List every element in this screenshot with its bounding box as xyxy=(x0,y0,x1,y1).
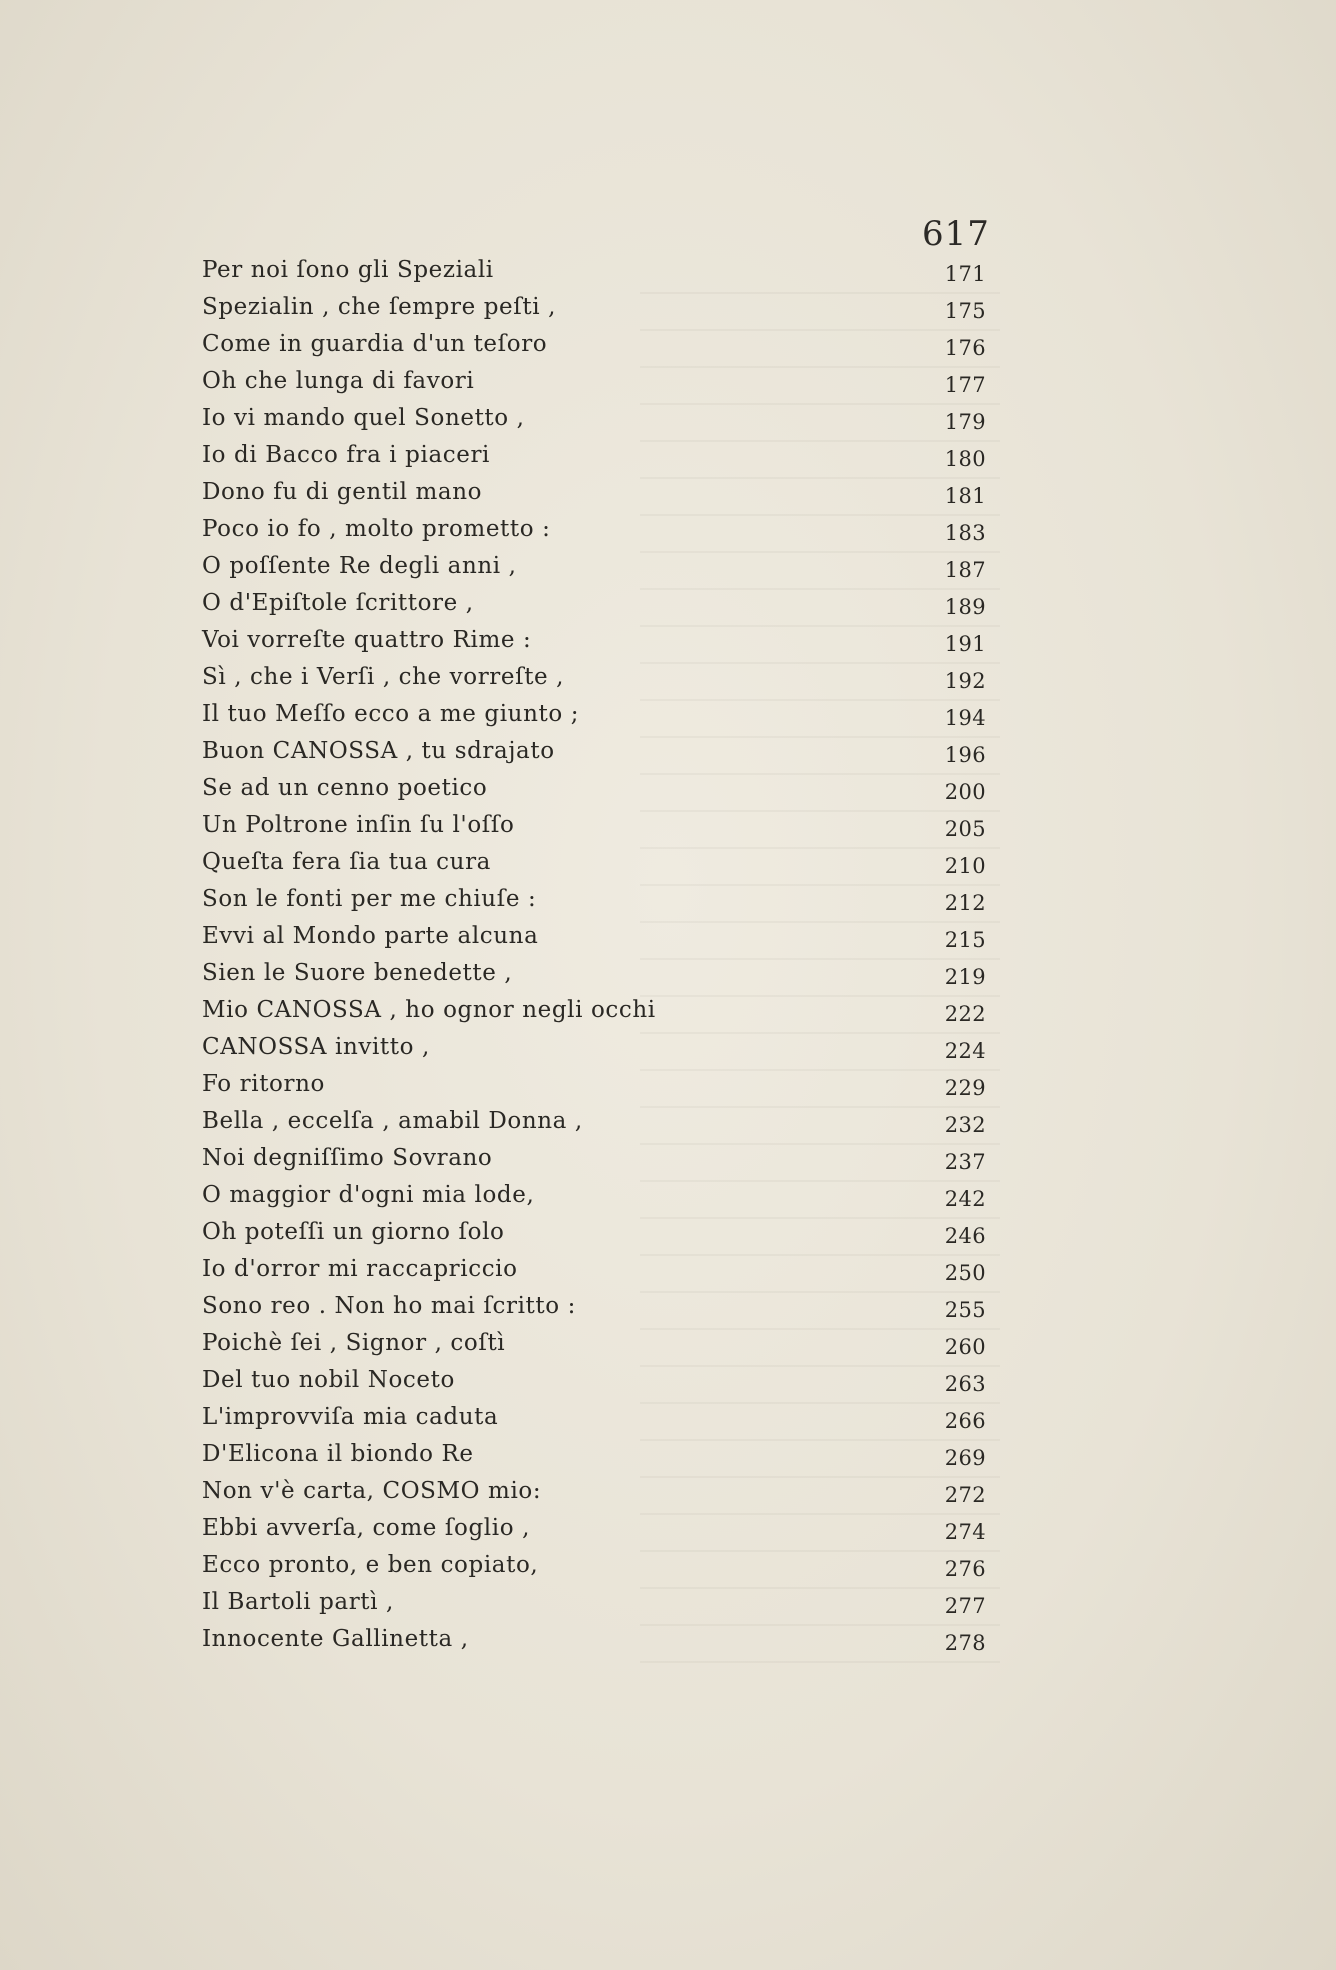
toc-entry-page-number: 269 xyxy=(944,1446,986,1470)
toc-entry-title: Buon CANOSSA , tu sdrajato xyxy=(202,738,555,764)
toc-entry-page-number: 274 xyxy=(944,1520,986,1544)
toc-entry xyxy=(202,1325,1002,1362)
toc-entry xyxy=(202,400,1002,437)
toc-entry-page-number: 200 xyxy=(944,780,986,804)
toc-entry xyxy=(202,1029,1002,1066)
table-of-contents xyxy=(202,252,1002,1658)
toc-entry xyxy=(202,992,1002,1029)
toc-entry-page-number: 192 xyxy=(944,669,986,693)
toc-entry-title: Dono fu di gentil mano xyxy=(202,479,483,505)
toc-entry xyxy=(202,1214,1002,1251)
toc-entry-title: Poco io fo , molto prometto : xyxy=(202,516,551,542)
toc-entry xyxy=(202,1399,1002,1436)
toc-entry-title: Non v'è carta, COSMO mio: xyxy=(202,1478,542,1504)
toc-entry-title: Come in guardia d'un teſoro xyxy=(202,331,548,357)
toc-entry-page-number: 242 xyxy=(944,1187,986,1211)
toc-entry-page-number: 260 xyxy=(944,1335,986,1359)
toc-entry-page-number: 179 xyxy=(944,410,986,434)
toc-entry-page-number: 237 xyxy=(944,1150,986,1174)
toc-entry xyxy=(202,918,1002,955)
toc-entry xyxy=(202,1436,1002,1473)
toc-entry-page-number: 266 xyxy=(944,1409,986,1433)
toc-entry-page-number: 180 xyxy=(944,447,986,471)
toc-entry-page-number: 176 xyxy=(944,336,986,360)
toc-entry-title: D'Elicona il biondo Re xyxy=(202,1441,474,1467)
toc-entry-title: Ebbi avverſa, come ſoglio , xyxy=(202,1515,530,1541)
toc-entry xyxy=(202,363,1002,400)
toc-entry-title: CANOSSA invitto , xyxy=(202,1034,430,1060)
toc-entry xyxy=(202,881,1002,918)
toc-entry-title: Per noi ſono gli Speziali xyxy=(202,257,494,283)
toc-entry xyxy=(202,1288,1002,1325)
toc-entry xyxy=(202,326,1002,363)
toc-entry xyxy=(202,585,1002,622)
toc-entry-page-number: 246 xyxy=(944,1224,986,1248)
toc-entry-page-number: 222 xyxy=(944,1002,986,1026)
toc-entry-page-number: 224 xyxy=(944,1039,986,1063)
toc-entry-title: Sì , che i Verſi , che vorreſte , xyxy=(202,664,565,690)
toc-entry-title: Voi vorreſte quattro Rime : xyxy=(202,627,532,653)
toc-entry-title: Innocente Gallinetta , xyxy=(202,1626,469,1652)
toc-entry-page-number: 278 xyxy=(944,1631,986,1655)
toc-entry-page-number: 276 xyxy=(944,1557,986,1581)
toc-entry xyxy=(202,844,1002,881)
toc-entry-title: Sien le Suore benedette , xyxy=(202,960,513,986)
toc-entry xyxy=(202,1362,1002,1399)
toc-entry-page-number: 187 xyxy=(944,558,986,582)
toc-entry-page-number: 196 xyxy=(944,743,986,767)
toc-entry xyxy=(202,252,1002,289)
toc-entry-page-number: 175 xyxy=(944,299,986,323)
toc-entry xyxy=(202,770,1002,807)
toc-entry xyxy=(202,437,1002,474)
toc-entry xyxy=(202,548,1002,585)
toc-entry-page-number: 205 xyxy=(944,817,986,841)
toc-entry-page-number: 183 xyxy=(944,521,986,545)
toc-entry xyxy=(202,1621,1002,1658)
toc-entry-title: Io vi mando quel Sonetto , xyxy=(202,405,525,431)
toc-entry-title: Un Poltrone inſin ſu l'oſſo xyxy=(202,812,515,838)
toc-entry-page-number: 210 xyxy=(944,854,986,878)
toc-entry xyxy=(202,289,1002,326)
toc-entry xyxy=(202,511,1002,548)
toc-entry xyxy=(202,659,1002,696)
toc-entry xyxy=(202,807,1002,844)
toc-entry xyxy=(202,1251,1002,1288)
toc-entry xyxy=(202,1140,1002,1177)
toc-entry-title: O maggior d'ogni mia lode, xyxy=(202,1182,535,1208)
toc-entry-title: Sono reo . Non ho mai ſcritto : xyxy=(202,1293,576,1319)
toc-entry-title: Il Bartoli partì , xyxy=(202,1589,394,1615)
toc-entry-title: Il tuo Meſſo ecco a me giunto ; xyxy=(202,701,580,727)
toc-entry xyxy=(202,1584,1002,1621)
toc-entry-page-number: 212 xyxy=(944,891,986,915)
toc-entry-title: Bella , eccelſa , amabil Donna , xyxy=(202,1108,583,1134)
toc-entry-page-number: 263 xyxy=(944,1372,986,1396)
toc-entry xyxy=(202,1510,1002,1547)
page-number: 617 xyxy=(922,214,990,254)
toc-entry-title: Noi degniſſimo Sovrano xyxy=(202,1145,493,1171)
toc-entry-title: Ecco pronto, e ben copiato, xyxy=(202,1552,539,1578)
toc-entry-title: Io di Bacco fra i piaceri xyxy=(202,442,491,468)
toc-entry-title: Mio CANOSSA , ho ognor negli occhi xyxy=(202,997,656,1023)
toc-entry xyxy=(202,955,1002,992)
toc-entry xyxy=(202,1103,1002,1140)
toc-entry xyxy=(202,1177,1002,1214)
toc-entry-page-number: 181 xyxy=(944,484,986,508)
toc-entry xyxy=(202,696,1002,733)
toc-entry-title: Son le fonti per me chiuſe : xyxy=(202,886,537,912)
toc-entry-title: Se ad un cenno poetico xyxy=(202,775,488,801)
toc-entry xyxy=(202,622,1002,659)
toc-entry-title: L'improvviſa mia caduta xyxy=(202,1404,499,1430)
toc-entry-page-number: 189 xyxy=(944,595,986,619)
toc-entry-page-number: 272 xyxy=(944,1483,986,1507)
toc-entry-page-number: 250 xyxy=(944,1261,986,1285)
toc-entry-page-number: 171 xyxy=(944,262,986,286)
toc-entry-title: O d'Epiſtole ſcrittore , xyxy=(202,590,474,616)
toc-entry-title: Queſta fera ſia tua cura xyxy=(202,849,491,875)
toc-entry-page-number: 215 xyxy=(944,928,986,952)
toc-entry-title: Oh poteſſi un giorno ſolo xyxy=(202,1219,505,1245)
toc-entry xyxy=(202,1547,1002,1584)
toc-entry-title: Evvi al Mondo parte alcuna xyxy=(202,923,539,949)
toc-entry-title: O poſſente Re degli anni , xyxy=(202,553,517,579)
toc-entry-title: Poichè ſei , Signor , coſtì xyxy=(202,1330,506,1356)
toc-entry-page-number: 177 xyxy=(944,373,986,397)
toc-entry-page-number: 255 xyxy=(944,1298,986,1322)
toc-entry-title: Spezialin , che ſempre peſti , xyxy=(202,294,556,320)
toc-entry-title: Fo ritorno xyxy=(202,1071,325,1097)
toc-entry xyxy=(202,1066,1002,1103)
toc-entry-page-number: 232 xyxy=(944,1113,986,1137)
toc-entry-page-number: 229 xyxy=(944,1076,986,1100)
toc-entry-title: Del tuo nobil Noceto xyxy=(202,1367,455,1393)
toc-entry-page-number: 219 xyxy=(944,965,986,989)
toc-entry xyxy=(202,474,1002,511)
toc-entry-title: Io d'orror mi raccapriccio xyxy=(202,1256,518,1282)
toc-entry-page-number: 194 xyxy=(944,706,986,730)
toc-entry-title: Oh che lunga di favori xyxy=(202,368,475,394)
toc-entry-page-number: 277 xyxy=(944,1594,986,1618)
toc-entry xyxy=(202,733,1002,770)
toc-entry-page-number: 191 xyxy=(944,632,986,656)
toc-entry xyxy=(202,1473,1002,1510)
